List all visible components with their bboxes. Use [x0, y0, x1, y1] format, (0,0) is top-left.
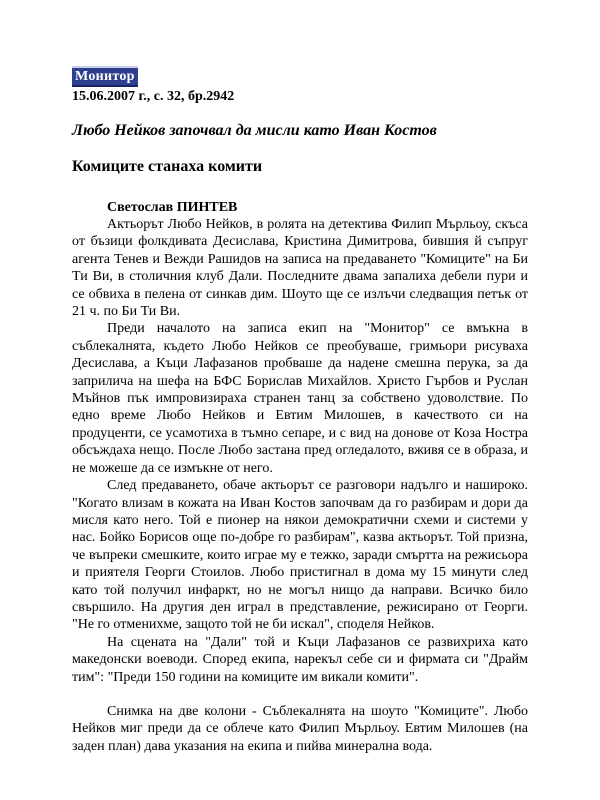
article-paragraph-3: След предаването, обаче актьорът се разговори надълго и нашироко. "Когато влизам в кожата на Иван Костов започвам да го разбирам и дори да мисля като него. Той е пионер на някои демократични схеми и системи у нас. Бойко Борисов още по-добре го разбирам", казва актьорът. Той призна, че въпреки смешките, които играе му е тежко, заради смъртта на режисьора и приятеля Георги Стоилов. Любо пристигнал в дома му 15 минути след като той получил инфаркт, но не могъл нищо да направи. Всичко било свършило. На другия ден играл в представление, режисирано от Георги. "Не го отменихме, защото той не би искал", споделя Нейков.	[72, 478, 528, 633]
author-byline: Светослав ПИНТЕВ	[107, 200, 238, 215]
photo-caption: Снимка на две колони - Съблекалнята на шоуто "Комиците". Любо Нейков миг преди да се облече като Филип Мърльоу. Евтим Милошев (на заден план) дава указания на екипа и пийва минерална вода.	[72, 703, 528, 754]
article-page	[72, 66, 528, 769]
article-headline: Комиците станаха комити	[72, 158, 263, 175]
article-paragraph-1: Актьорът Любо Нейков, в ролята на детектива Филип Мърльоу, скъса от бъзици фолкдивата Десислава, Кристина Димитрова, бившия й съпруг агента Тенев и Вежди Рашидов на записа на предаването "Комиците" на Би Ти Ви, в столичния клуб Дали. Последните двама запалиха дебели пури и се обвиха в пелена от синкав дим. Шоуто ще се излъчи следващия петък от 21 ч. по Би Ти Ви.	[72, 217, 528, 320]
monitor-logo: Монитор	[72, 66, 138, 87]
article-paragraph-2: Преди началото на записа екип на "Монитор" се вмъкна в съблекалнята, където Любо Нейков се преобуваше, гримьори рисуваха Десислава, а Къци Лафазанов пробваше да надене смешна перука, за да заприлича на шефа на БФС Борислав Михайлов. Христо Гърбов и Руслан Мъйнов пък импровизираха странен танц за собствено удоволствие. По едно време Любо Нейков и Евтим Милошев, в качеството си на продуценти, се усамотиха в тъмно сепаре, и с вид на донове от Коза Ностра обсъждаха нещо. После Любо застана пред огледалото, вживя се в образа, и не можеше да се измъкне от него.	[72, 321, 528, 476]
dateline: 15.06.2007 г., с. 32, бр.2942	[72, 89, 235, 104]
article-paragraph-4: На сцената на "Дали" той и Къци Лафазанов се развихриха като македонски воеводи. Според екипа, нарекъл себе си и фирмата си "Драйм тим": "Преди 150 години на комиците им викали комити".	[72, 634, 528, 685]
article-subtitle: Любо Нейков започвал да мисли като Иван Костов	[72, 122, 437, 139]
